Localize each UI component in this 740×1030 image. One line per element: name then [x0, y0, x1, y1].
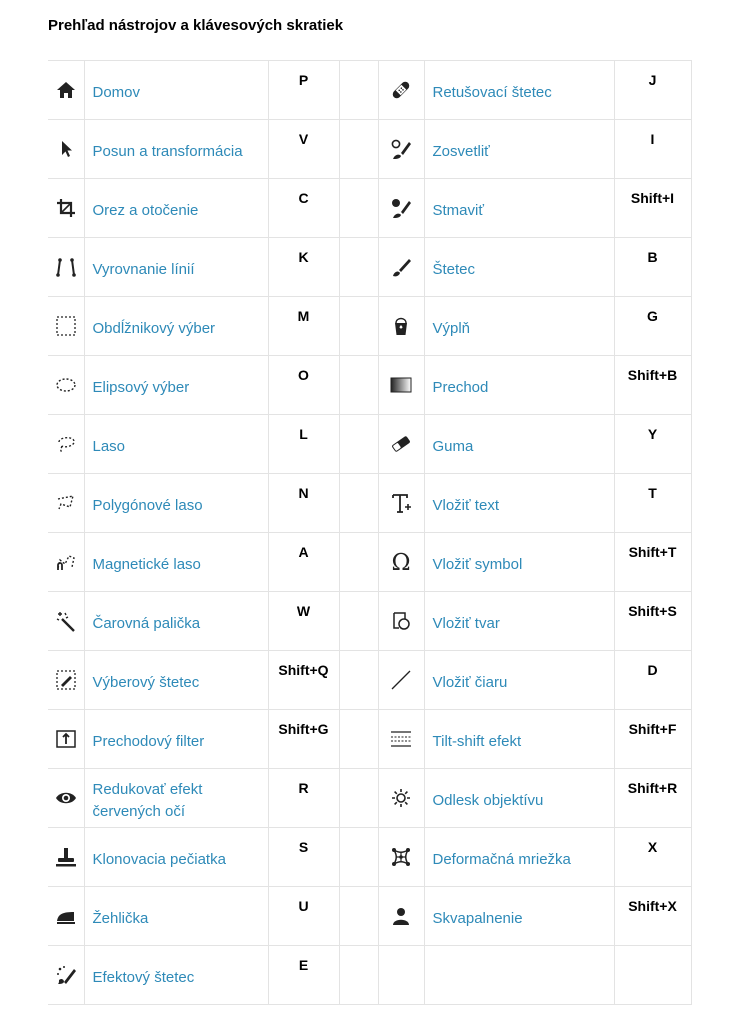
shortcut-key: X	[614, 828, 691, 887]
clone-stamp-icon	[55, 848, 77, 865]
table-row	[48, 297, 691, 356]
right-name-cell	[424, 356, 614, 415]
left-name-cell	[84, 474, 268, 533]
column-gap	[339, 356, 378, 415]
tool-link[interactable]: Vložiť text	[432, 497, 499, 514]
lasso-icon	[55, 435, 77, 452]
right-name-cell	[424, 297, 614, 356]
shape-icon	[390, 612, 412, 629]
left-icon-cell	[48, 651, 84, 710]
left-name-cell	[84, 297, 268, 356]
tool-link[interactable]: Tilt-shift efekt	[432, 733, 522, 750]
left-name-cell	[84, 769, 268, 828]
column-gap	[339, 946, 378, 1005]
left-name-cell	[84, 120, 268, 179]
shortcut-key: K	[268, 238, 339, 297]
tool-link[interactable]: Vložiť symbol	[432, 556, 523, 573]
shortcut-key: Shift+X	[614, 887, 691, 946]
table-row	[48, 887, 691, 946]
column-gap	[339, 651, 378, 710]
left-name-cell	[84, 651, 268, 710]
column-gap	[339, 297, 378, 356]
tool-link[interactable]: Retušovací štetec	[432, 84, 552, 101]
right-name-cell	[424, 828, 614, 887]
shortcut-key: Shift+B	[614, 356, 691, 415]
right-name-cell	[424, 238, 614, 297]
column-gap	[339, 61, 378, 120]
tool-link[interactable]: Domov	[92, 84, 141, 101]
right-name-cell	[424, 946, 614, 1005]
right-name-cell	[424, 179, 614, 238]
tool-link[interactable]: Elipsový výber	[92, 379, 190, 396]
column-gap	[339, 474, 378, 533]
crop-icon	[55, 199, 77, 216]
left-name-cell	[84, 946, 268, 1005]
tool-link[interactable]: Zosvetliť	[432, 143, 490, 160]
tool-link[interactable]: Žehlička	[92, 910, 149, 927]
text-icon	[390, 494, 412, 511]
page-title: Prehľad nástrojov a klávesových skratiek	[48, 17, 344, 34]
straighten-lines-icon	[55, 258, 77, 275]
tool-link[interactable]: Obdĺžnikový výber	[92, 320, 216, 337]
right-name-cell	[424, 474, 614, 533]
shortcut-key: Shift+Q	[268, 651, 339, 710]
left-icon-cell	[48, 120, 84, 179]
left-icon-cell	[48, 179, 84, 238]
shortcut-key: Y	[614, 415, 691, 474]
tool-link[interactable]: Vložiť čiaru	[432, 674, 508, 691]
line-icon	[390, 671, 412, 688]
right-name-cell	[424, 887, 614, 946]
table-row	[48, 651, 691, 710]
table-row	[48, 533, 691, 592]
right-icon-cell	[378, 179, 424, 238]
left-name-cell	[84, 710, 268, 769]
left-name-cell	[84, 533, 268, 592]
shortcut-key: B	[614, 238, 691, 297]
magic-wand-icon	[55, 612, 77, 629]
right-name-cell	[424, 592, 614, 651]
right-icon-cell	[378, 592, 424, 651]
shortcut-key: G	[614, 297, 691, 356]
tool-link[interactable]: Skvapalnenie	[432, 910, 523, 927]
left-name-cell	[84, 356, 268, 415]
column-gap	[339, 533, 378, 592]
shortcut-key	[614, 946, 691, 1005]
shortcut-key: U	[268, 887, 339, 946]
table-row	[48, 769, 691, 828]
left-icon-cell	[48, 710, 84, 769]
shortcut-key: D	[614, 651, 691, 710]
right-icon-cell	[378, 238, 424, 297]
left-icon-cell	[48, 533, 84, 592]
left-icon-cell	[48, 474, 84, 533]
table-row	[48, 61, 691, 120]
left-icon-cell	[48, 415, 84, 474]
shortcut-key: Shift+R	[614, 769, 691, 828]
tool-link[interactable]: Odlesk objektívu	[432, 792, 544, 809]
gradient-filter-icon	[55, 730, 77, 747]
effect-brush-icon	[55, 966, 77, 983]
tool-link[interactable]: Orez a otočenie	[92, 202, 199, 219]
right-icon-cell	[378, 533, 424, 592]
tool-link[interactable]: Magnetické laso	[92, 556, 201, 573]
right-name-cell	[424, 61, 614, 120]
tools-table	[48, 60, 692, 1005]
table-row	[48, 356, 691, 415]
rect-select-icon	[55, 317, 77, 334]
shortcut-key: T	[614, 474, 691, 533]
right-name-cell	[424, 769, 614, 828]
magnetic-lasso-icon	[55, 553, 77, 570]
eye-icon	[55, 789, 77, 806]
paint-bucket-icon	[390, 317, 412, 334]
dodge-brush-icon	[390, 140, 412, 157]
left-icon-cell	[48, 238, 84, 297]
table-row	[48, 179, 691, 238]
bandage-icon	[390, 81, 412, 98]
right-name-cell	[424, 415, 614, 474]
tool-link[interactable]: Guma	[432, 438, 474, 455]
svg-text:Ω: Ω	[391, 551, 411, 573]
table-row	[48, 415, 691, 474]
left-icon-cell	[48, 946, 84, 1005]
tool-link[interactable]: Prechodový filter	[92, 733, 205, 750]
tool-link[interactable]: Klonovacia pečiatka	[92, 851, 226, 868]
right-name-cell	[424, 651, 614, 710]
person-icon	[390, 907, 412, 924]
tool-link[interactable]: Posun a transformácia	[92, 143, 243, 160]
column-gap	[339, 887, 378, 946]
shortcut-key: Shift+S	[614, 592, 691, 651]
right-icon-cell	[378, 415, 424, 474]
tool-link[interactable]: Vložiť tvar	[432, 615, 500, 632]
tool-link[interactable]: Stmaviť	[432, 202, 484, 219]
column-gap	[339, 415, 378, 474]
shortcut-key: W	[268, 592, 339, 651]
shortcut-key: C	[268, 179, 339, 238]
warp-mesh-icon	[390, 848, 412, 865]
column-gap	[339, 592, 378, 651]
shortcut-key: N	[268, 474, 339, 533]
right-icon-cell	[378, 120, 424, 179]
right-icon-cell	[378, 651, 424, 710]
left-name-cell	[84, 592, 268, 651]
left-name-cell	[84, 179, 268, 238]
left-name-cell	[84, 61, 268, 120]
column-gap	[339, 769, 378, 828]
tilt-shift-icon	[390, 730, 412, 747]
right-name-cell	[424, 710, 614, 769]
iron-icon	[55, 907, 77, 924]
shortcut-key: P	[268, 61, 339, 120]
right-icon-cell	[378, 356, 424, 415]
left-icon-cell	[48, 61, 84, 120]
column-gap	[339, 828, 378, 887]
shortcut-key: L	[268, 415, 339, 474]
brush-icon	[390, 258, 412, 275]
right-icon-cell	[378, 474, 424, 533]
right-icon-cell	[378, 769, 424, 828]
home-icon	[55, 81, 77, 98]
eraser-icon	[390, 435, 412, 452]
tool-link[interactable]: Efektový štetec	[92, 969, 195, 986]
tool-link[interactable]: Redukovať efekt červených očí	[92, 781, 203, 820]
table-row	[48, 828, 691, 887]
left-icon-cell	[48, 769, 84, 828]
right-icon-cell	[378, 710, 424, 769]
shortcut-key: S	[268, 828, 339, 887]
right-name-cell	[424, 120, 614, 179]
shortcut-key: Shift+G	[268, 710, 339, 769]
table-row	[48, 710, 691, 769]
burn-brush-icon	[390, 199, 412, 216]
left-icon-cell	[48, 887, 84, 946]
tool-link[interactable]: Deformačná mriežka	[432, 851, 571, 868]
left-icon-cell	[48, 828, 84, 887]
gradient-icon	[390, 376, 412, 393]
left-name-cell	[84, 828, 268, 887]
table-row	[48, 946, 691, 1005]
shortcut-key: A	[268, 533, 339, 592]
left-name-cell	[84, 887, 268, 946]
selection-brush-icon	[55, 671, 77, 688]
tool-link[interactable]: Prechod	[432, 379, 489, 396]
tool-link[interactable]: Výberový štetec	[92, 674, 200, 691]
polygon-lasso-icon	[55, 494, 77, 511]
tool-link[interactable]: Štetec	[432, 261, 476, 278]
left-icon-cell	[48, 592, 84, 651]
right-icon-cell	[378, 887, 424, 946]
shortcut-key: R	[268, 769, 339, 828]
table-row	[48, 592, 691, 651]
tool-link[interactable]: Výplň	[432, 320, 471, 337]
tool-link[interactable]: Čarovná palička	[92, 615, 201, 632]
right-icon-cell	[378, 946, 424, 1005]
column-gap	[339, 238, 378, 297]
omega-icon	[390, 551, 412, 573]
right-icon-cell	[378, 828, 424, 887]
tool-link[interactable]: Vyrovnanie línií	[92, 261, 195, 278]
shortcut-key: J	[614, 61, 691, 120]
shortcut-key: M	[268, 297, 339, 356]
table-row	[48, 120, 691, 179]
shortcut-key: I	[614, 120, 691, 179]
left-name-cell	[84, 238, 268, 297]
right-icon-cell	[378, 61, 424, 120]
tool-link[interactable]: Polygónové laso	[92, 497, 203, 514]
table-row	[48, 474, 691, 533]
right-icon-cell	[378, 297, 424, 356]
shortcut-key: E	[268, 946, 339, 1005]
column-gap	[339, 710, 378, 769]
pointer-icon	[55, 140, 77, 157]
shortcut-key: Shift+F	[614, 710, 691, 769]
ellipse-select-icon	[55, 376, 77, 393]
column-gap	[339, 179, 378, 238]
shortcut-key: Shift+I	[614, 179, 691, 238]
shortcut-key: V	[268, 120, 339, 179]
left-icon-cell	[48, 297, 84, 356]
right-name-cell	[424, 533, 614, 592]
lens-flare-icon	[390, 789, 412, 806]
shortcut-key: O	[268, 356, 339, 415]
left-icon-cell	[48, 356, 84, 415]
column-gap	[339, 120, 378, 179]
table-row	[48, 238, 691, 297]
shortcut-key: Shift+T	[614, 533, 691, 592]
left-name-cell	[84, 415, 268, 474]
tool-link[interactable]: Laso	[92, 438, 126, 455]
